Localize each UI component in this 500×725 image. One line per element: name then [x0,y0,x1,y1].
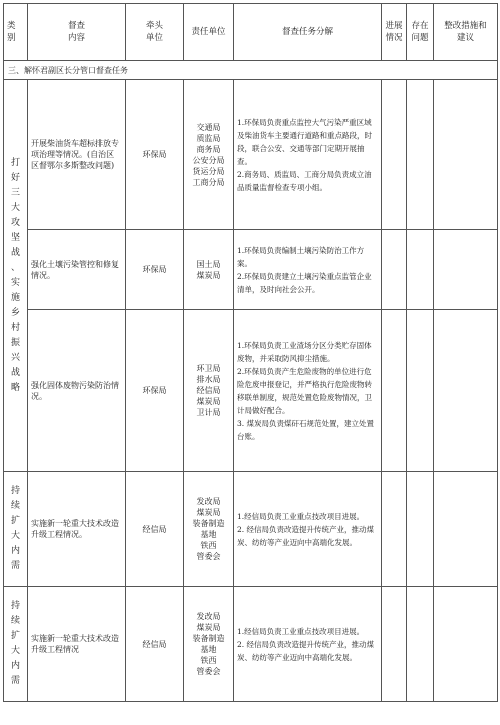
header-content: 督查 内容 [28,4,126,61]
table-row [4,230,498,310]
issues-cell [407,310,434,472]
progress-cell [382,587,407,702]
lead-unit-cell: 环保局 [126,310,184,472]
progress-cell [382,310,407,472]
task-breakdown-cell: 1.环保局负责重点监控大气污染严重区域及柴油货车主要通行道路和重点路段，时段，联合公安、交通等部门定期开展抽查。 2.商务局、质监局、工商分局负责成立油品质量监督检查专项小组。 [234,80,382,230]
content-cell: 实施新一轮重大技术改造升级工程情况。 [28,472,126,587]
issues-cell [407,230,434,310]
supervision-table [3,3,498,702]
header-progress: 进展 情况 [382,4,407,61]
table-row [4,587,498,702]
header-measures: 整改措施和 建议 [434,4,498,61]
progress-cell [382,80,407,230]
task-breakdown-cell: 1.环保局负责编制土壤污染防治工作方案。 2.环保局负责建立土壤污染重点监管企业清单，及时向社会公开。 [234,230,382,310]
header-task-breakdown: 督查任务分解 [234,4,382,61]
content-cell: 实施新一轮重大技术改造升级工程情况 [28,587,126,702]
measures-cell [434,472,498,587]
lead-unit-cell: 经信局 [126,587,184,702]
task-breakdown-cell: 1.经信局负责工业重点技改项目进展。 2. 经信局负责改造提升传统产业，推动煤炭、纺纺等产业迈向中高端化发展。 [234,587,382,702]
measures-cell [434,230,498,310]
task-breakdown-cell: 1.经信局负责工业重点技改项目进展。 2. 经信局负责改造提升传统产业，推动煤炭、纺纺等产业迈向中高端化发展。 [234,472,382,587]
measures-cell [434,80,498,230]
header-row [4,4,498,61]
header-category: 类 别 [4,4,28,61]
header-issues: 存在 问题 [407,4,434,61]
measures-cell [434,310,498,472]
progress-cell [382,472,407,587]
issues-cell [407,80,434,230]
lead-unit-cell: 经信局 [126,472,184,587]
issues-cell [407,472,434,587]
responsible-unit-cell: 发改局 煤炭局 装备制造 基地 铁西 管委会 [184,587,234,702]
task-breakdown-cell: 1.环保局负责工业渣场分区分类贮存固体废物，并采取防风抑尘措施。 2.环保局负责产生危险废物的单位进行危险危废申报登记，并严格执行危险废物转移联单制度，规范处置危险废物情况，卫计局做好配合。 3. 煤炭局负责煤矸石规范处置，建立处置台账。 [234,310,382,472]
table-row [4,472,498,587]
issues-cell [407,587,434,702]
lead-unit-cell: 环保局 [126,80,184,230]
section-title: 三、解怀君副区长分管口督查任务 [4,61,498,80]
progress-cell [382,230,407,310]
category-cell: 打 好 三 大 攻 坚 战 、 实 施 乡 村 振 兴 战 略 [4,80,28,472]
table-row [4,80,498,230]
content-cell: 开展柴油货车超标排放专项治理等情况。(自治区区督鄂尔多斯整改问题) [28,80,126,230]
content-cell: 强化固体废物污染防治情况。 [28,310,126,472]
table-row [4,310,498,472]
measures-cell [434,587,498,702]
responsible-unit-cell: 环卫局 排水局 经信局 煤炭局 卫计局 [184,310,234,472]
category-cell: 持 续 扩 大 内 需 [4,587,28,702]
responsible-unit-cell: 国土局 煤炭局 [184,230,234,310]
responsible-unit-cell: 发改局 煤炭局 装备制造 基地 铁西 管委会 [184,472,234,587]
header-lead-unit: 牵头 单位 [126,4,184,61]
responsible-unit-cell: 交通局 质监局 商务局 公安分局 货运分局 工商分局 [184,80,234,230]
content-cell: 强化土壤污染管控和修复情况。 [28,230,126,310]
section-title-row [4,61,498,80]
lead-unit-cell: 环保局 [126,230,184,310]
header-responsible-unit: 责任单位 [184,4,234,61]
category-cell: 持 续 扩 大 内 需 [4,472,28,587]
